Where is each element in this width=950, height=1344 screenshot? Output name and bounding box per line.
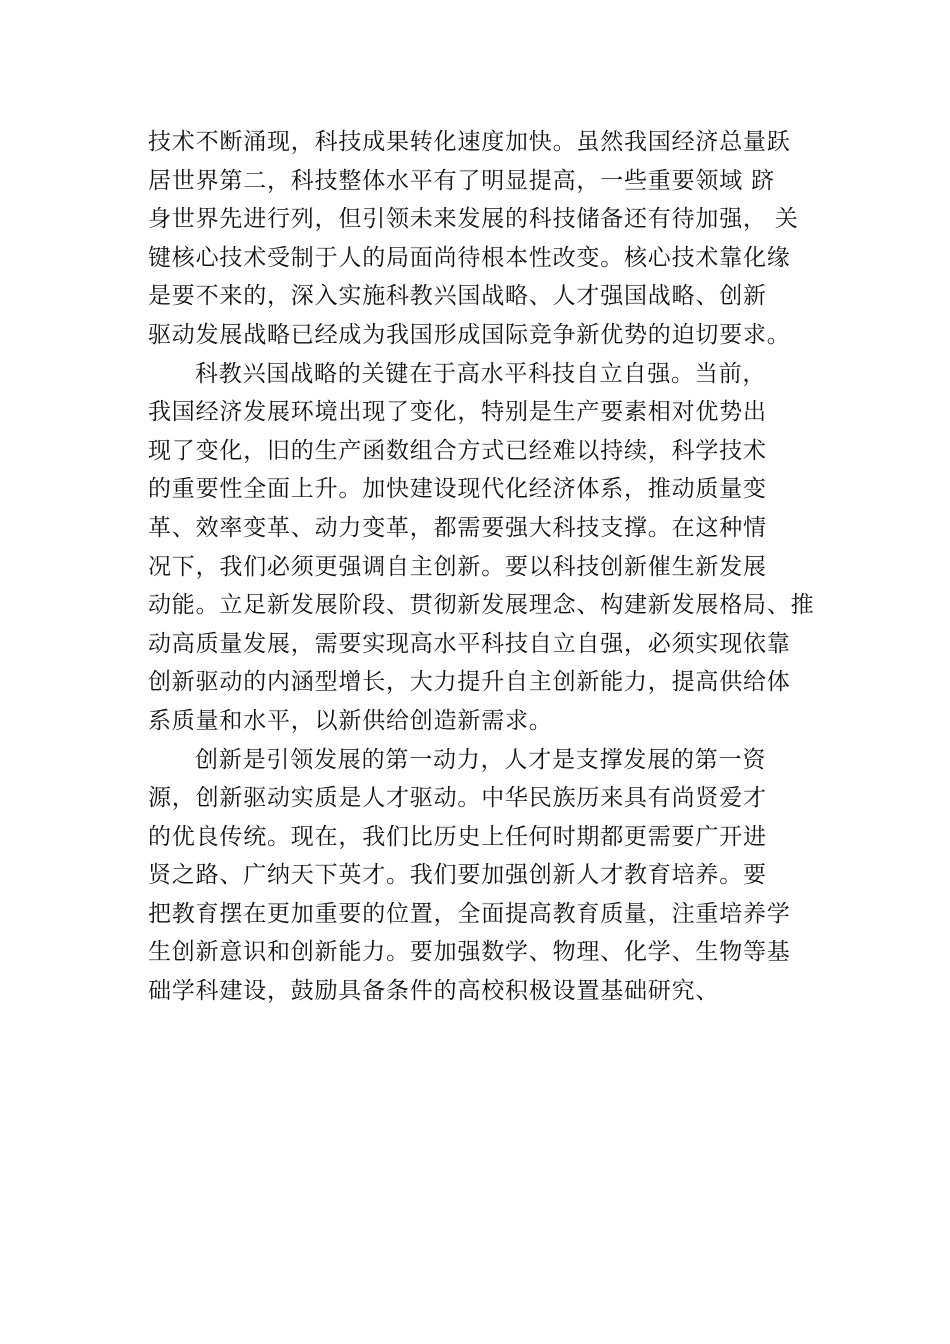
text-line: 现了变化，旧的生产函数组合方式已经难以持续，科学技术 <box>148 437 767 464</box>
text-line: 驱动发展战略已经成为我国形成国际竞争新优势的迫切要求。 <box>148 321 791 348</box>
text-line: 居世界第二，科技整体水平有了明显提高，一些重要领域 跻 <box>148 167 775 194</box>
text-line: 贤之路、广纳天下英才。我们要加强创新人才教育培养。要 <box>148 862 767 889</box>
text-line: 础学科建设，鼓励具备条件的高校积极设置基础研究、 <box>148 978 720 1005</box>
text-line: 我国经济发展环境出现了变化，特别是生产要素相对优势出 <box>148 399 767 426</box>
text-line: 生创新意识和创新能力。要加强数学、物理、化学、生物等基 <box>148 939 791 966</box>
text-line: 源，创新驱动实质是人才驱动。中华民族历来具有尚贤爱才 <box>148 785 767 812</box>
text-line: 动高质量发展，需要实现高水平科技自立自强，必须实现依靠 <box>148 630 791 657</box>
text-line: 系质量和水平，以新供给创造新需求。 <box>148 707 553 734</box>
text-line: 创新驱动的内涵型增长，大力提升自主创新能力，提高供给体 <box>148 669 791 696</box>
paragraph-3 <box>148 741 848 1011</box>
text-line: 的重要性全面上升。加快建设现代化经济体系，推动质量变 <box>148 476 767 503</box>
text-line: 科教兴国战略的关键在于高水平科技自立自强。当前， <box>195 360 767 387</box>
text-line: 的优良传统。现在，我们比历史上任何时期都更需要广开进 <box>148 823 767 850</box>
text-line: 键核心技术受制于人的局面尚待根本性改变。核心技术靠化缘 <box>148 244 791 271</box>
text-line: 革、效率变革、动力变革，都需要强大科技支撑。在这种情 <box>148 514 767 541</box>
text-line: 是要不来的，深入实施科教兴国战略、人才强国战略、创新 <box>148 283 767 310</box>
text-line: 创新是引领发展的第一动力，人才是支撑发展的第一资 <box>195 746 767 773</box>
text-line: 动能。立足新发展阶段、贯彻新发展理念、构建新发展格局、推 <box>148 592 815 619</box>
text-line: 技术不断涌现，科技成果转化速度加快。虽然我国经济总量跃 <box>148 129 791 155</box>
paragraph-1 <box>148 123 848 355</box>
text-line: 况下，我们必须更强调自主创新。要以科技创新催生新发展 <box>148 553 767 580</box>
text-line: 把教育摆在更加重要的位置，全面提高教育质量，注重培养学 <box>148 900 791 927</box>
body-text <box>148 123 848 1011</box>
text-line: 身世界先进行列，但引领未来发展的科技储备还有待加强， 关 <box>148 206 799 233</box>
paragraph-2 <box>148 355 848 741</box>
